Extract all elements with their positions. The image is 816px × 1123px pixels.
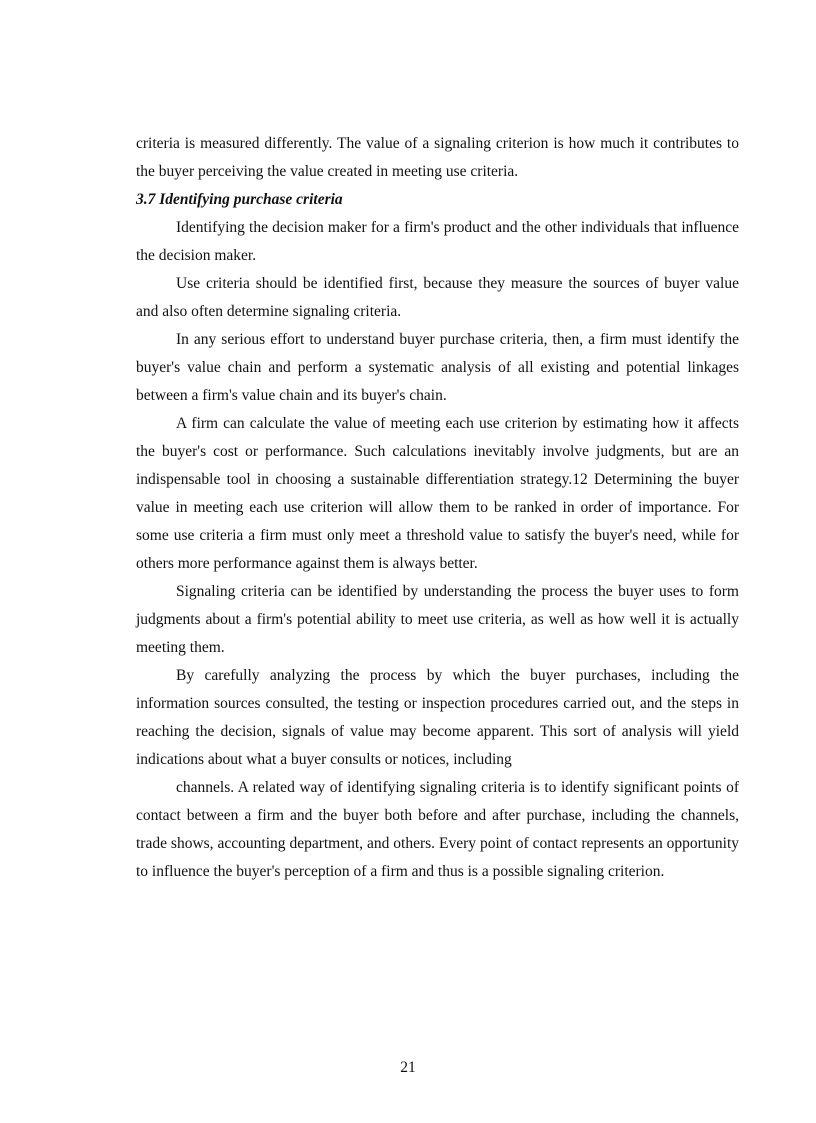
page-number: 21 xyxy=(400,1059,416,1076)
paragraph-calculate-value: A firm can calculate the value of meeting each use criterion by estimating how it affects the buyer's cost or performance. Such calculations inevitably involve judgments, but are an indispensable tool in choosing a sustainable differentiation strategy.12 Determining the buyer value in meeting each use criterion will allow them to be ranked in order of importance. For some use criteria a firm must only meet a threshold value to satisfy the buyer's need, while for others more performance against them is always better. xyxy=(136,415,739,572)
page-body xyxy=(136,130,739,886)
paragraph-continuation: criteria is measured differently. The value of a signaling criterion is how much it contributes to the buyer perceiving the value created in meeting use criteria. xyxy=(136,135,739,180)
paragraph-decision-maker: Identifying the decision maker for a firm's product and the other individuals that influence the decision maker. xyxy=(136,219,739,264)
section-heading: 3.7 Identifying purchase criteria xyxy=(136,191,343,208)
paragraph-purchase-process: By carefully analyzing the process by which the buyer purchases, including the information sources consulted, the testing or inspection procedures carried out, and the steps in reaching the decision, signals of value may become apparent. This sort of analysis will yield indications about what a buyer consults or notices, including xyxy=(136,667,739,768)
paragraph-value-chain: In any serious effort to understand buyer purchase criteria, then, a firm must identify the buyer's value chain and perform a systematic analysis of all existing and potential linkages between a firm's value chain and its buyer's chain. xyxy=(136,331,739,404)
paragraph-contact-points: channels. A related way of identifying signaling criteria is to identify significant points of contact between a firm and the buyer both before and after purchase, including the channels, trade shows, accounting department, and others. Every point of contact represents an opportunity to influence the buyer's perception of a firm and thus is a possible signaling criterion. xyxy=(136,779,739,880)
paragraph-use-criteria: Use criteria should be identified first, because they measure the sources of buyer value and also often determine signaling criteria. xyxy=(136,275,739,320)
paragraph-signaling-criteria: Signaling criteria can be identified by understanding the process the buyer uses to form judgments about a firm's potential ability to meet use criteria, as well as how well it is actually meeting them. xyxy=(136,583,739,656)
